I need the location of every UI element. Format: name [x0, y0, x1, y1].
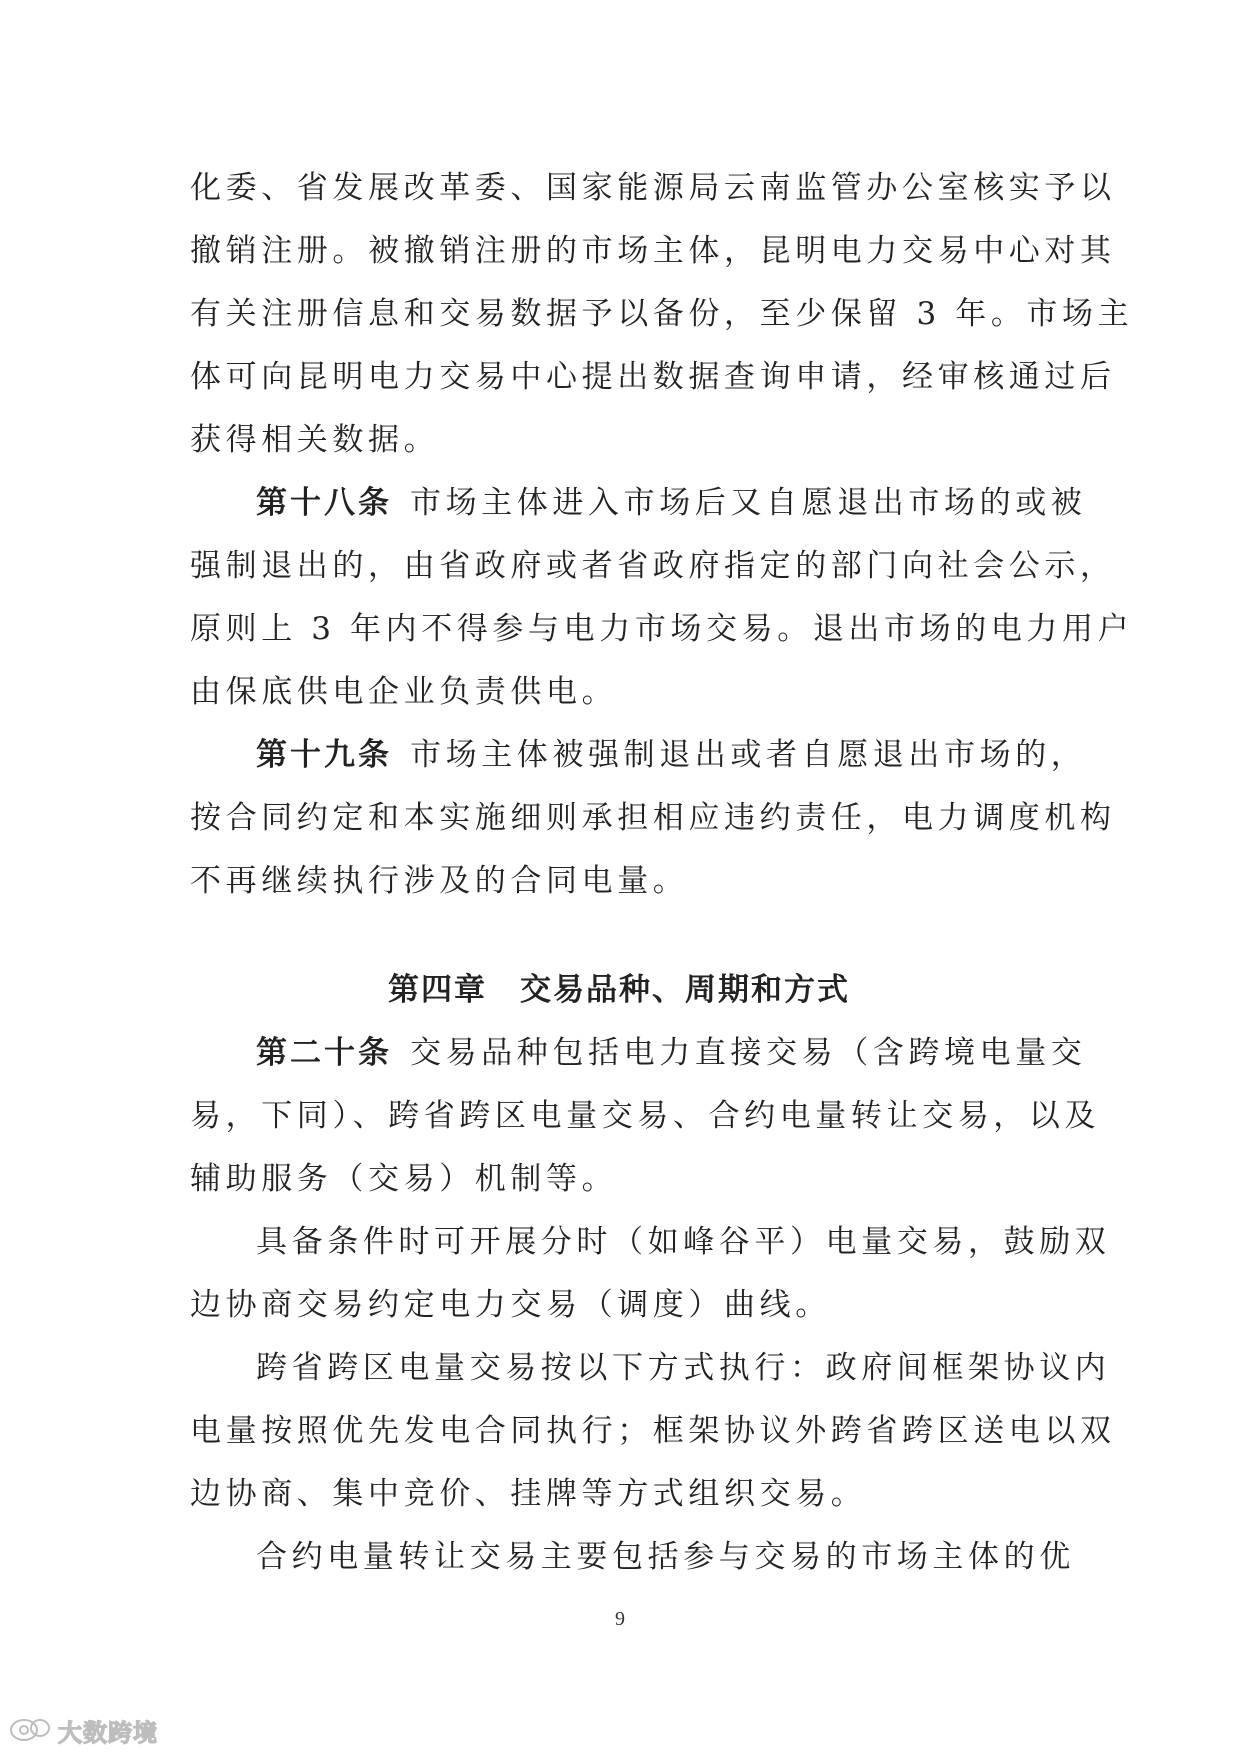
article-text: 市场主体被强制退出或者自愿退出市场的， [410, 737, 1087, 773]
text-line: 不再继续执行涉及的合同电量。 [190, 863, 689, 899]
text-line: 由保底供电企业负责供电。 [190, 674, 618, 710]
text-line: 原则上 3 年内不得参与电力市场交易。退出市场的电力用户 [190, 611, 1134, 647]
watermark [8, 1712, 158, 1748]
text-line: 撤销注册。被撤销注册的市场主体，昆明电力交易中心对其 [190, 233, 1116, 269]
eye-logo-icon [8, 1715, 52, 1745]
text-line [190, 1022, 1087, 1085]
watermark-text: 大数跨境 [58, 1718, 158, 1747]
article-title: 第二十条 [256, 1035, 392, 1071]
text-line: 边协商交易约定电力交易（调度）曲线。 [190, 1287, 831, 1323]
text-line: 跨省跨区电量交易按以下方式执行：政府间框架协议内 [256, 1350, 1111, 1386]
article-20 [190, 1022, 1101, 1211]
text-line: 边协商、集中竞价、挂牌等方式组织交易。 [190, 1476, 867, 1512]
text-line: 具备条件时可开展分时（如峰谷平）电量交易，鼓励双 [256, 1224, 1111, 1260]
text-line: 电量按照优先发电合同执行；框架协议外跨省跨区送电以双 [190, 1413, 1116, 1449]
paragraph-cross-province [190, 1337, 1116, 1526]
article-title: 第十九条 [256, 737, 392, 773]
text-line: 化委、省发展改革委、国家能源局云南监管办公室核实予以 [190, 170, 1116, 206]
text-line: 有关注册信息和交易数据予以备份，至少保留 3 年。市场主 [190, 296, 1134, 332]
paragraph-continuation [190, 157, 1134, 472]
paragraph-transfer [190, 1526, 1075, 1589]
page-number: 9 [615, 1608, 625, 1630]
text-line [190, 724, 1087, 787]
article-18 [190, 472, 1134, 724]
text-line: 易，下同）、跨省跨区电量交易、合约电量转让交易，以及 [190, 1098, 1101, 1134]
text-line: 合约电量转让交易主要包括参与交易的市场主体的优 [256, 1539, 1075, 1575]
document-page [190, 157, 1134, 1589]
text-line: 体可向昆明电力交易中心提出数据查询申请，经审核通过后 [190, 359, 1116, 395]
article-text: 市场主体进入市场后又自愿退出市场的或被 [410, 485, 1087, 521]
article-19 [190, 724, 1116, 913]
text-line: 辅助服务（交易）机制等。 [190, 1161, 618, 1197]
article-title: 第十八条 [256, 485, 392, 521]
article-text: 交易品种包括电力直接交易（含跨境电量交 [410, 1035, 1087, 1071]
text-line: 强制退出的，由省政府或者省政府指定的部门向社会公示， [190, 548, 1116, 584]
paragraph-timeshare [190, 1211, 1111, 1337]
text-line: 按合同约定和本实施细则承担相应违约责任，电力调度机构 [190, 800, 1116, 836]
text-line [190, 472, 1087, 535]
text-line: 获得相关数据。 [190, 422, 440, 458]
chapter-heading: 第四章 交易品种、周期和方式 [388, 972, 850, 1008]
